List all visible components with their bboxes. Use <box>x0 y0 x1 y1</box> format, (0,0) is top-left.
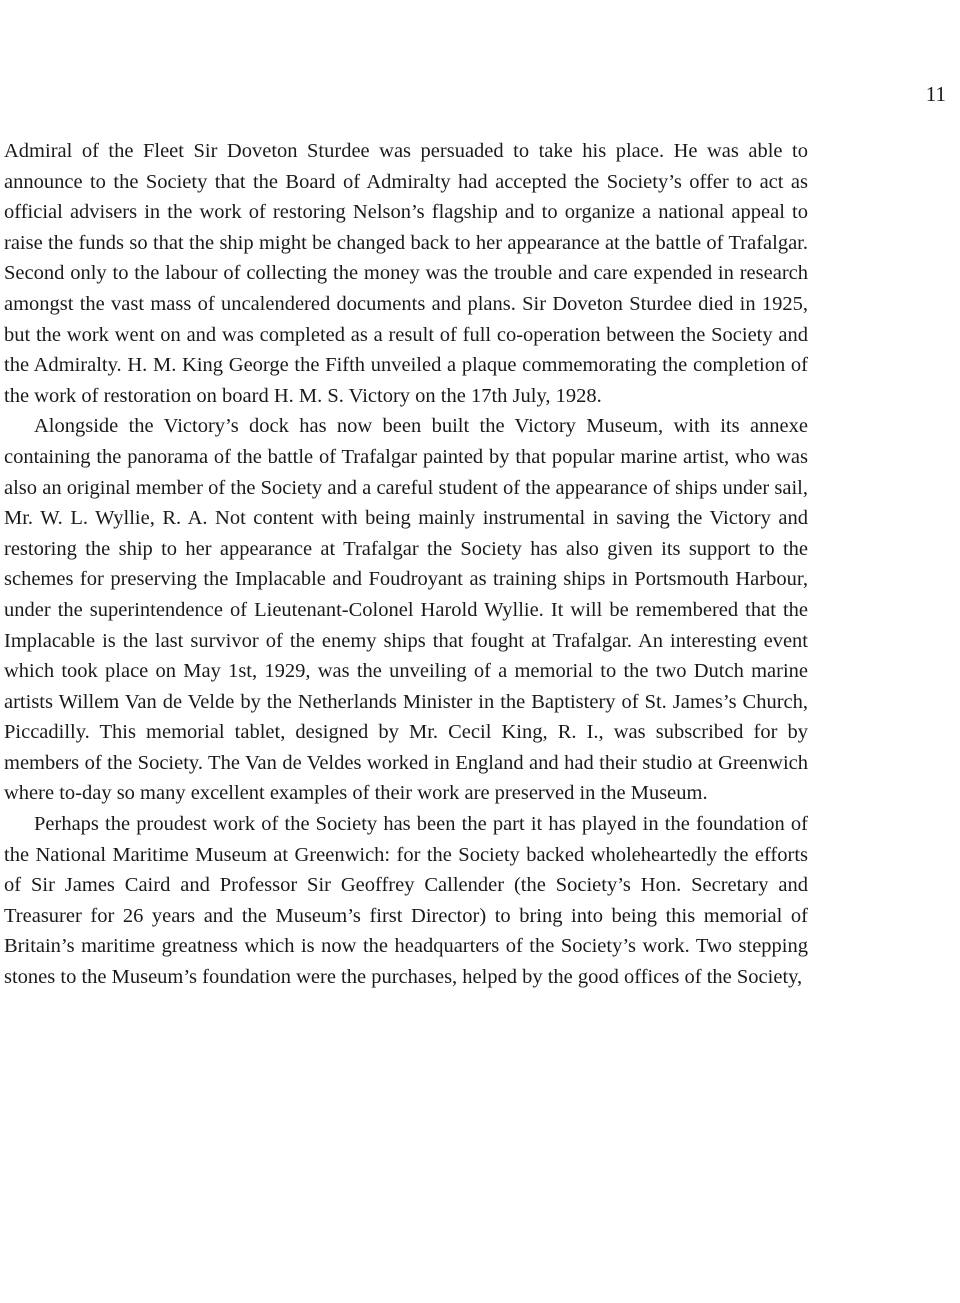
paragraph-1: Admiral of the Fleet Sir Doveton Sturdee was persuaded to take his place. He was able to announce to the Society that the Board of Admiralty had accepted the Society’s offer to act as official advisers in the work of restoring Nelson’s flagship and to organize a national appeal to raise the funds so that the ship might be changed back to her appearance at the battle of Trafalgar. Second only to the labour of collecting the money was the trouble and care expended in research amongst the vast mass of uncalendered documents and plans. Sir Doveton Sturdee died in 1925, but the work went on and was completed as a result of full co-operation between the Society and the Admiralty. H. M. King George the Fifth unveiled a plaque commemorating the completion of the work of restoration on board H. M. S. Victory on the 17th July, 1928. <box>4 140 808 407</box>
page-number: 11 <box>925 82 946 106</box>
body-text <box>4 136 808 993</box>
paragraph-2: Alongside the Victory’s dock has now been built the Victory Museum, with its annexe containing the panorama of the battle of Trafalgar painted by that popular marine artist, who was also an original member of the Society and a careful student of the appearance of ships under sail, Mr. W. L. Wyllie, R. A. Not content with being mainly instrumental in saving the Victory and restoring the ship to her appearance at Trafalgar the Society has also given its support to the schemes for preserving the Implacable and Foudroyant as training ships in Portsmouth Harbour, under the superintendence of Lieutenant-Colonel Harold Wyllie. It will be remembered that the Implacable is the last survivor of the enemy ships that fought at Trafalgar. An interesting event which took place on May 1st, 1929, was the unveiling of a memorial to the two Dutch marine artists Willem Van de Velde by the Netherlands Minister in the Baptistery of St. James’s Church, Piccadilly. This memorial tablet, designed by Mr. Cecil King, R. I., was subscribed for by members of the Society. The Van de Veldes worked in England and had their studio at Greenwich where to-day so many excellent examples of their work are preserved in the Museum. <box>4 415 808 805</box>
paragraph-3: Perhaps the proudest work of the Society has been the part it has played in the foundation of the National Maritime Museum at Greenwich: for the Society backed wholeheartedly the efforts of Sir James Caird and Professor Sir Geoffrey Callender (the Society’s Hon. Secretary and Treasurer for 26 years and the Museum’s first Director) to bring into being this memorial of Britain’s maritime greatness which is now the headquarters of the Society’s work. Two stepping stones to the Museum’s foundation were the purchases, helped by the good offices of the Society, <box>4 813 808 989</box>
